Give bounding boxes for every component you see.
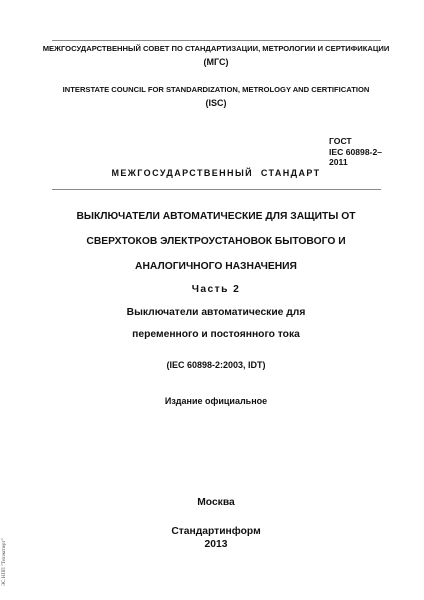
council-name-en: INTERSTATE COUNCIL FOR STANDARDIZATION, METROLOGY AND CERTIFICATION [62,85,370,94]
imprint-city: Москва [197,497,235,508]
subtitle-line-1: Выключатели автоматические для [126,307,306,318]
designation-line-3: 2011 [329,157,348,167]
title-line-3: АНАЛОГИЧНОГО НАЗНАЧЕНИЯ [135,261,297,272]
standard-designation [329,136,382,168]
title-line-1: ВЫКЛЮЧАТЕЛИ АВТОМАТИЧЕСКИЕ ДЛЯ ЗАЩИТЫ ОТ [76,211,356,222]
subtitle-line-2: переменного и постоянного тока [132,329,300,340]
council-abbr-ru: (МГС) [203,57,229,67]
council-name-ru: МЕЖГОСУДАРСТВЕННЫЙ СОВЕТ ПО СТАНДАРТИЗАЦИИ, МЕТРОЛОГИИ И СЕРТИФИКАЦИИ [42,44,390,53]
imprint-publisher: Стандартинформ [171,526,261,537]
designation-line-2: IEC 60898-2– [329,146,383,157]
council-abbr-en: (ISC) [205,98,227,108]
iec-reference: (IEC 60898-2:2003, IDT) [166,360,266,370]
designation-line-1: ГОСТ [329,136,352,146]
title-line-2: СВЕРХТОКОВ ЭЛЕКТРОУСТАНОВОК БЫТОВОГО И [86,236,346,247]
side-stamp: ЭС НПП "Техэксперт" [2,538,7,586]
middle-divider [52,189,381,190]
top-divider [52,40,381,41]
standard-type: МЕЖГОСУДАРСТВЕННЫЙ СТАНДАРТ [111,168,321,178]
part-number: Часть 2 [191,284,241,295]
edition-label: Издание официальное [164,396,268,406]
imprint-year: 2013 [204,539,228,550]
